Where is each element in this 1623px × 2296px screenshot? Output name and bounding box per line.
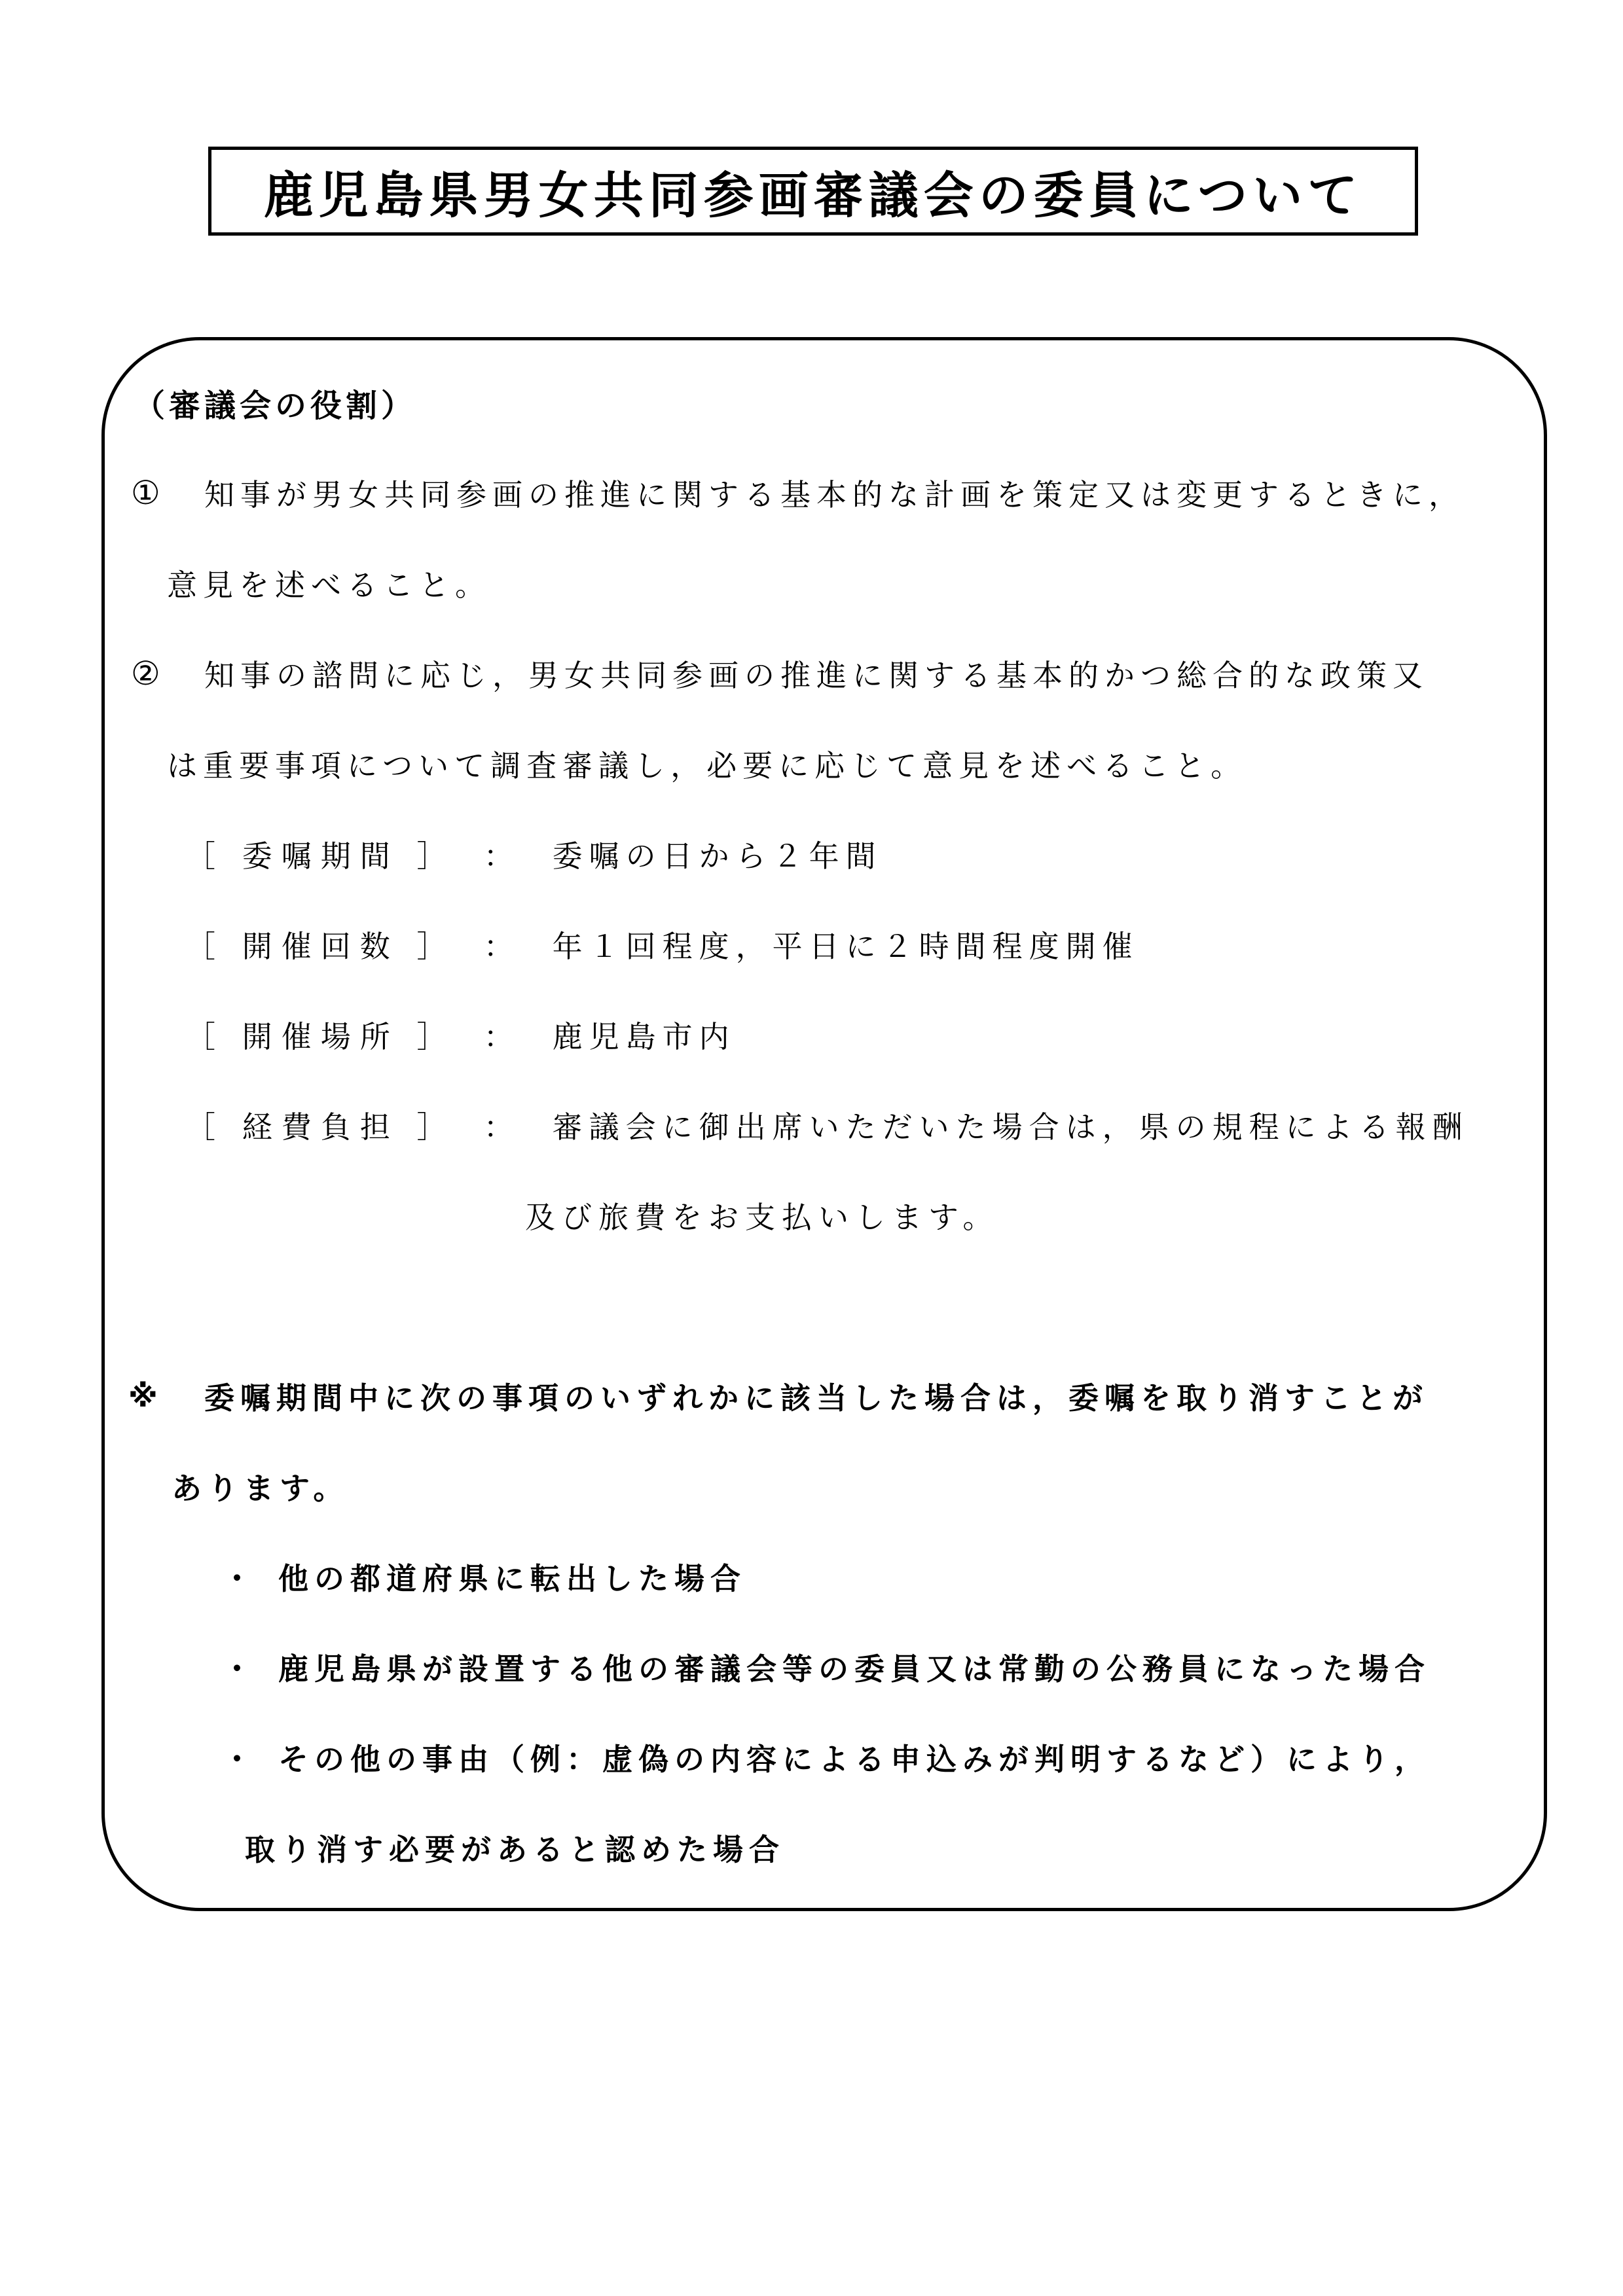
bullet-dot-2: ・ bbox=[222, 1652, 252, 1686]
cancellation-bullet-1 bbox=[105, 1532, 1544, 1622]
cancellation-bullet-2 bbox=[105, 1622, 1544, 1712]
term-value-appointment-period: 委嘱の日から２年間 bbox=[552, 839, 883, 873]
role-item-2-line-1 bbox=[105, 628, 1544, 719]
title-box bbox=[208, 147, 1418, 236]
cancellation-bullet-3-text-2: 取り消す必要があると認めた場合 bbox=[245, 1833, 785, 1867]
role-item-2-text-2: は重要事項について調査審議し，必要に応じて意見を述べること。 bbox=[167, 749, 1247, 783]
term-colon-appointment-period: ： bbox=[483, 839, 520, 873]
term-value-meeting-place: 鹿児島市内 bbox=[552, 1020, 736, 1054]
reference-mark: ※ bbox=[128, 1379, 158, 1413]
term-label-expenses: ［ 経費負担 ］ bbox=[185, 1110, 456, 1144]
role-item-1-line-2 bbox=[105, 538, 1544, 628]
roles-heading-text: （審議会の役割） bbox=[134, 388, 417, 423]
cancellation-note-text-2: あります。 bbox=[172, 1471, 350, 1505]
role-item-2-line-2 bbox=[105, 719, 1544, 809]
role-item-2-text-1: 知事の諮問に応じ，男女共同参画の推進に関する基本的かつ総合的な政策又 bbox=[204, 658, 1429, 692]
role-item-1-text-1: 知事が男女共同参画の推進に関する基本的な計画を策定又は変更するときに， bbox=[204, 478, 1465, 512]
council-info-box bbox=[101, 337, 1547, 1911]
role-item-1-line-1 bbox=[105, 448, 1544, 538]
circled-number-2: ② bbox=[131, 655, 160, 692]
role-item-1-text-2: 意見を述べること。 bbox=[167, 568, 491, 602]
term-colon-expenses: ： bbox=[483, 1110, 520, 1144]
term-value-expenses-line-1: 審議会に御出席いただいた場合は，県の規程による報酬 bbox=[552, 1110, 1469, 1144]
term-label-appointment-period: ［ 委嘱期間 ］ bbox=[185, 839, 456, 873]
cancellation-bullet-2-text: 鹿児島県が設置する他の審議会等の委員又は常勤の公務員になった場合 bbox=[278, 1652, 1431, 1686]
bullet-dot-3: ・ bbox=[222, 1742, 252, 1776]
bullet-dot-1: ・ bbox=[222, 1562, 252, 1596]
cancellation-bullet-3-text-1: その他の事由（例：虚偽の内容による申込みが判明するなど）により， bbox=[278, 1742, 1431, 1776]
term-row-expenses bbox=[105, 1080, 1544, 1170]
term-label-meeting-frequency: ［ 開催回数 ］ bbox=[185, 929, 456, 963]
cancellation-note-text-1: 委嘱期間中に次の事項のいずれかに該当した場合は，委嘱を取り消すことが bbox=[204, 1381, 1429, 1415]
term-row-meeting-place bbox=[105, 990, 1544, 1080]
cancellation-bullet-3-line-1 bbox=[105, 1712, 1544, 1803]
cancellation-bullet-3-line-2 bbox=[105, 1803, 1544, 1893]
roles-section-heading bbox=[105, 357, 1544, 448]
term-value-expenses-line-2: 及び旅費をお支払いします。 bbox=[525, 1200, 1000, 1234]
term-colon-meeting-frequency: ： bbox=[483, 929, 520, 963]
cancellation-note-line-2 bbox=[105, 1441, 1544, 1532]
cancellation-bullet-1-text: 他の都道府県に転出した場合 bbox=[278, 1562, 746, 1596]
term-value-expenses-line-2-row bbox=[105, 1170, 1544, 1261]
term-row-meeting-frequency bbox=[105, 899, 1544, 990]
term-value-meeting-frequency: 年１回程度，平日に２時間程度開催 bbox=[552, 929, 1139, 963]
term-label-meeting-place: ［ 開催場所 ］ bbox=[185, 1020, 456, 1054]
circled-number-1: ① bbox=[131, 475, 160, 511]
page-title: 鹿児島県男女共同参画審議会の委員について bbox=[263, 168, 1363, 224]
cancellation-note-line-1 bbox=[105, 1351, 1544, 1441]
term-row-appointment-period bbox=[105, 809, 1544, 899]
vertical-spacer bbox=[105, 1261, 1544, 1351]
term-colon-meeting-place: ： bbox=[483, 1020, 520, 1054]
